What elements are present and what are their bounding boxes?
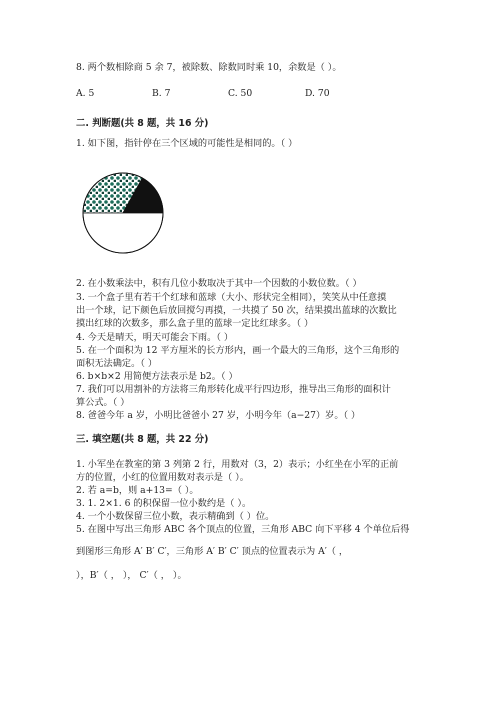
q8-option-b: B. 7 [152, 88, 171, 99]
judge-item: 算公式。（ ） [76, 397, 130, 408]
fill-item: ），B′（ ， ）， C′（ ， ）。 [76, 570, 187, 581]
judge-item: 4. 今天是晴天，明天可能会下雨。（ ） [76, 332, 234, 343]
section3-heading: 三. 填空题(共 8 题，共 22 分) [76, 434, 209, 445]
fill-item: 4. 一个小数保留三位小数，表示精确到（ ）位。 [76, 511, 275, 522]
judge-item: 6. b×b×2 用简便方法表示是 b2。（ ） [76, 371, 238, 382]
judge-item: 8. 爸爸今年 a 岁，小明比爸爸小 27 岁，小明今年（a−27）岁。（ ） [76, 410, 361, 421]
q8-option-a: A. 5 [76, 88, 95, 99]
judge-item: 2. 在小数乘法中，积有几位小数取决于其中一个因数的小数位数。（ ） [76, 278, 362, 289]
judge-item: 面积无法确定。（ ） [76, 358, 158, 369]
judge-item: 出一个球，记下颜色后放回搅匀再摸，一共摸了 50 次，结果摸出蓝球的次数比 [76, 305, 397, 316]
judge-item: 摸出红球的次数多，那么盒子里的蓝球一定比红球多。（ ） [76, 318, 314, 329]
spinner-circle-figure [80, 170, 166, 256]
fill-item: 1. 小军坐在教室的第 3 列第 2 行，用数对（3，2）表示；小红坐在小军的正前 [76, 459, 399, 470]
judge-item: 7. 我们可以用割补的方法将三角形转化成平行四边形，推导出三角形的面积计 [76, 384, 391, 395]
judge-item: 3. 一个盒子里有若干个红球和蓝球（大小、形状完全相同），笑笑从中任意摸 [76, 292, 387, 303]
fill-item: 到图形三角形 A′ B′ C′，三角形 A′ B′ C′ 顶点的位置表示为 A′（ ， [76, 546, 349, 557]
section2-heading: 二. 判断题(共 8 题，共 16 分) [76, 118, 209, 129]
judge-item: 5. 在一个面积为 12 平方厘米的长方形内，画一个最大的三角形，这个三角形的 [76, 345, 400, 356]
fill-item: 方的位置，小红的位置用数对表示是（ ）。 [76, 472, 249, 483]
q8-option-c: C. 50 [228, 88, 253, 99]
q8-option-d: D. 70 [305, 88, 330, 99]
white-region [83, 213, 163, 253]
fill-item: 3. 1. 2×1. 6 的积保留一位小数约是（ ）。 [76, 498, 252, 509]
fill-item: 2. 若 a=b，则 a+13=（ ）。 [76, 485, 199, 496]
judge-item: 1. 如下图，指针停在三个区域的可能性是相同的。（ ） [76, 138, 298, 149]
q8-text: 8. 两个数相除商 5 余 7，被除数、除数同时乘 10，余数是（ ）。 [76, 62, 342, 73]
fill-item: 5. 在图中写出三角形 ABC 各个顶点的位置，三角形 ABC 向下平移 4 个单位后得 [76, 524, 410, 535]
